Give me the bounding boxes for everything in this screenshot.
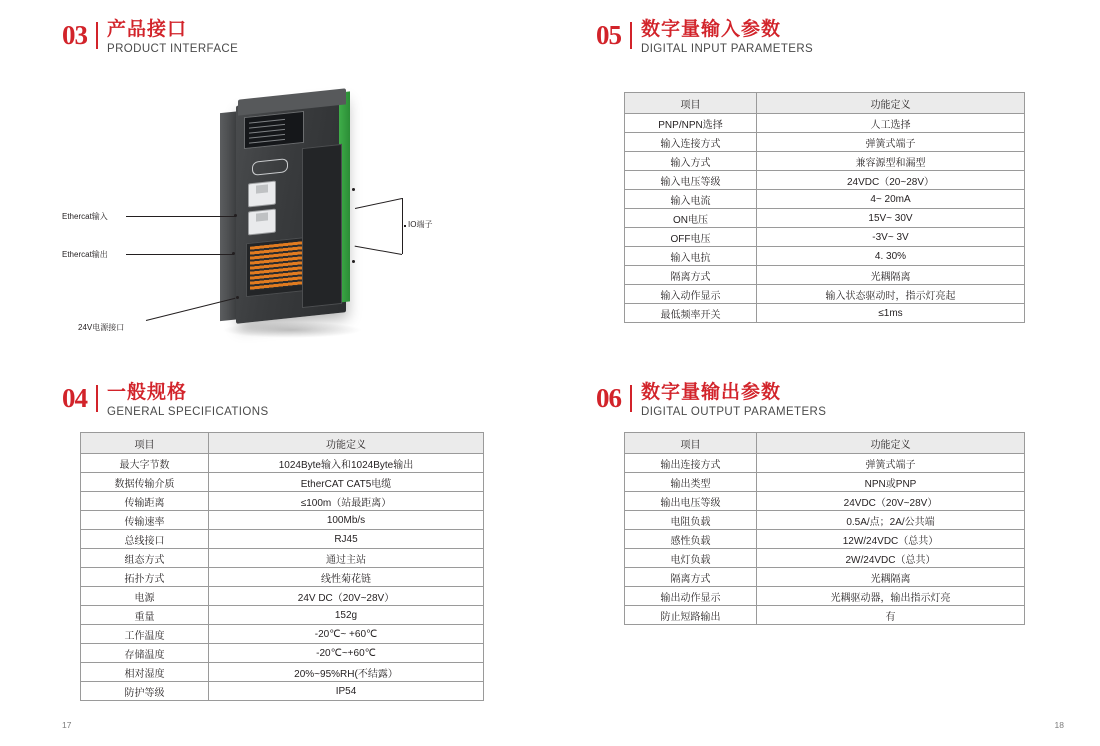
section-digital-input: [596, 20, 813, 56]
table-row: [625, 209, 1025, 228]
table-cell-item: 数据传输介质: [81, 473, 209, 492]
callout-label-power: 24V电源接口: [78, 323, 125, 332]
table-cell-item: 输出连接方式: [625, 454, 757, 473]
section-digital-output: [596, 383, 826, 419]
table-cell-value: 1024Byte输入和1024Byte输出: [209, 454, 484, 473]
section-heading: [596, 383, 826, 419]
ethercat-in-port: [248, 181, 276, 208]
table-header-row: [81, 433, 484, 454]
page-number-left: 17: [62, 720, 72, 730]
table-cell-value: 弹簧式端子: [757, 454, 1025, 473]
table-cell-item: 输入电压等级: [625, 171, 757, 190]
table-row: [625, 511, 1025, 530]
callout-dot-ethercat-out: [232, 252, 235, 255]
callout-bracket-io: [404, 225, 406, 227]
power-terminal-contacts: [250, 241, 302, 290]
section-title-en: GENERAL SPECIFICATIONS: [107, 406, 269, 418]
table-cell-value: 线性菊花链: [209, 568, 484, 587]
table-cell-item: 防护等级: [81, 682, 209, 701]
table-header-row: [625, 433, 1025, 454]
table-row: [625, 473, 1025, 492]
table-cell-item: 拓扑方式: [81, 568, 209, 587]
table-row: [625, 454, 1025, 473]
table-cell-value: EtherCAT CAT5电缆: [209, 473, 484, 492]
table-cell-value: 12W/24VDC（总共）: [757, 530, 1025, 549]
table-cell-value: 光耦驱动器，输出指示灯亮: [757, 587, 1025, 606]
table-cell-value: IP54: [209, 682, 484, 701]
table-cell-value: -20℃~ +60℃: [209, 625, 484, 644]
table-cell-value: 0.5A/点；2A/公共端: [757, 511, 1025, 530]
callout-dot-io-top: [352, 188, 355, 191]
callout-dot-power: [236, 296, 239, 299]
table-header-cell: 功能定义: [209, 433, 484, 454]
table-row: [625, 228, 1025, 247]
table-header-row: [625, 93, 1025, 114]
section-product-interface: [62, 20, 238, 56]
section-heading: [596, 20, 813, 56]
table-cell-value: NPN或PNP: [757, 473, 1025, 492]
table-row: [625, 133, 1025, 152]
table-cell-item: 最大字节数: [81, 454, 209, 473]
table-row: [625, 285, 1025, 304]
table-cell-value: 24VDC（20V~28V）: [757, 492, 1025, 511]
table-row: [81, 492, 484, 511]
callout-dot-io-bottom: [352, 260, 355, 263]
table-row: [625, 492, 1025, 511]
table-row: [81, 644, 484, 663]
table-row: [81, 587, 484, 606]
table-row: [81, 473, 484, 492]
table-cell-item: 输出动作显示: [625, 587, 757, 606]
table-cell-value: 152g: [209, 606, 484, 625]
callout-label-io: IO端子: [408, 220, 433, 229]
table-row: [625, 304, 1025, 323]
device-display: [244, 111, 304, 149]
table-cell-item: 最低频率开关: [625, 304, 757, 323]
table-cell-value: 输入状态驱动时，指示灯亮起: [757, 285, 1025, 304]
section-title-cn: 数字量输入参数: [641, 19, 782, 40]
table-row: [625, 606, 1025, 625]
table-row: [81, 625, 484, 644]
callout-dot-ethercat-in: [234, 214, 237, 217]
page-number-right: 18: [1054, 720, 1064, 730]
table-cell-value: 20%~95%RH(不结露）: [209, 663, 484, 682]
section-title-group: [632, 383, 826, 419]
table-cell-item: 电源: [81, 587, 209, 606]
table-cell-item: 输入动作显示: [625, 285, 757, 304]
table-cell-value: ≤100m（站最距离）: [209, 492, 484, 511]
section-number: 04: [62, 385, 98, 412]
table-cell-item: ON电压: [625, 209, 757, 228]
table-cell-value: -3V~ 3V: [757, 228, 1025, 247]
table-cell-value: 24V DC（20V~28V）: [209, 587, 484, 606]
table-cell-item: 输入电流: [625, 190, 757, 209]
device-shadow: [222, 322, 362, 338]
table-row: [81, 530, 484, 549]
table-row: [81, 454, 484, 473]
table-cell-item: 重量: [81, 606, 209, 625]
table-header-cell: 功能定义: [757, 93, 1025, 114]
table-header-cell: 项目: [625, 433, 757, 454]
section-heading: [62, 383, 269, 419]
table-cell-item: 感性负载: [625, 530, 757, 549]
table-cell-value: 光耦隔离: [757, 568, 1025, 587]
digital-output-parameters-table: [624, 432, 1025, 625]
table-cell-item: 输出类型: [625, 473, 757, 492]
callout-label-ethercat-out: Ethercat输出: [62, 250, 108, 259]
table-cell-item: 总线接口: [81, 530, 209, 549]
callout-bracket-io-vertical: [402, 198, 403, 254]
table-cell-item: 组态方式: [81, 549, 209, 568]
table-cell-value: 4~ 20mA: [757, 190, 1025, 209]
table-header-cell: 功能定义: [757, 433, 1025, 454]
table-row: [81, 511, 484, 530]
table-cell-value: 15V~ 30V: [757, 209, 1025, 228]
table-cell-value: 4. 30%: [757, 247, 1025, 266]
section-title-en: DIGITAL OUTPUT PARAMETERS: [641, 406, 827, 418]
section-title-group: [98, 383, 269, 419]
table-cell-value: -20℃~+60℃: [209, 644, 484, 663]
section-title-group: [632, 20, 813, 56]
table-cell-item: 输入方式: [625, 152, 757, 171]
table-row: [625, 247, 1025, 266]
table-row: [625, 190, 1025, 209]
table-cell-item: 输入电抗: [625, 247, 757, 266]
table-row: [625, 114, 1025, 133]
callout-line-ethercat-out: [126, 254, 234, 255]
table-cell-item: 防止短路输出: [625, 606, 757, 625]
table-header-cell: 项目: [625, 93, 757, 114]
table-cell-item: 隔离方式: [625, 266, 757, 285]
table-cell-value: 光耦隔离: [757, 266, 1025, 285]
table-cell-item: 传输速率: [81, 511, 209, 530]
table-cell-value: 24VDC（20~28V）: [757, 171, 1025, 190]
table-header-cell: 项目: [81, 433, 209, 454]
table-cell-value: ≤1ms: [757, 304, 1025, 323]
table-row: [81, 663, 484, 682]
table-cell-item: OFF电压: [625, 228, 757, 247]
callout-label-ethercat-in: Ethercat输入: [62, 212, 108, 221]
section-title-group: [98, 20, 238, 56]
section-title-cn: 数字量输出参数: [641, 382, 782, 403]
product-image-area: [62, 78, 502, 348]
section-title-en: PRODUCT INTERFACE: [107, 43, 239, 55]
table-cell-item: 存储温度: [81, 644, 209, 663]
section-number: 05: [596, 22, 632, 49]
section-number: 06: [596, 385, 632, 412]
callout-line-ethercat-in: [126, 216, 236, 217]
digital-input-parameters-table: [624, 92, 1025, 323]
section-title-cn: 产品接口: [107, 19, 188, 40]
section-title-cn: 一般规格: [107, 382, 188, 403]
table-row: [81, 682, 484, 701]
table-cell-value: 兼容源型和漏型: [757, 152, 1025, 171]
page-right: [550, 0, 1100, 746]
table-row: [625, 171, 1025, 190]
table-cell-value: RJ45: [209, 530, 484, 549]
table-cell-item: 工作温度: [81, 625, 209, 644]
table-row: [625, 266, 1025, 285]
table-cell-value: 100Mb/s: [209, 511, 484, 530]
general-specifications-table: [80, 432, 484, 701]
table-row: [81, 549, 484, 568]
table-cell-item: PNP/NPN选择: [625, 114, 757, 133]
ethercat-out-port: [248, 209, 276, 236]
section-general-specifications: [62, 383, 269, 419]
table-cell-item: 电阻负载: [625, 511, 757, 530]
section-title-en: DIGITAL INPUT PARAMETERS: [641, 43, 814, 55]
table-cell-item: 输入连接方式: [625, 133, 757, 152]
table-cell-item: 传输距离: [81, 492, 209, 511]
table-cell-item: 电灯负载: [625, 549, 757, 568]
section-heading: [62, 20, 238, 56]
io-terminal-block: [302, 144, 342, 308]
table-cell-value: 2W/24VDC（总共）: [757, 549, 1025, 568]
table-cell-value: 有: [757, 606, 1025, 625]
table-row: [625, 568, 1025, 587]
table-cell-item: 输出电压等级: [625, 492, 757, 511]
table-cell-value: 人工选择: [757, 114, 1025, 133]
table-row: [625, 587, 1025, 606]
table-row: [81, 606, 484, 625]
table-cell-item: 相对湿度: [81, 663, 209, 682]
table-cell-value: 通过主站: [209, 549, 484, 568]
table-row: [625, 530, 1025, 549]
section-number: 03: [62, 22, 98, 49]
table-cell-item: 隔离方式: [625, 568, 757, 587]
table-row: [81, 568, 484, 587]
table-cell-value: 弹簧式端子: [757, 133, 1025, 152]
table-row: [625, 549, 1025, 568]
table-row: [625, 152, 1025, 171]
